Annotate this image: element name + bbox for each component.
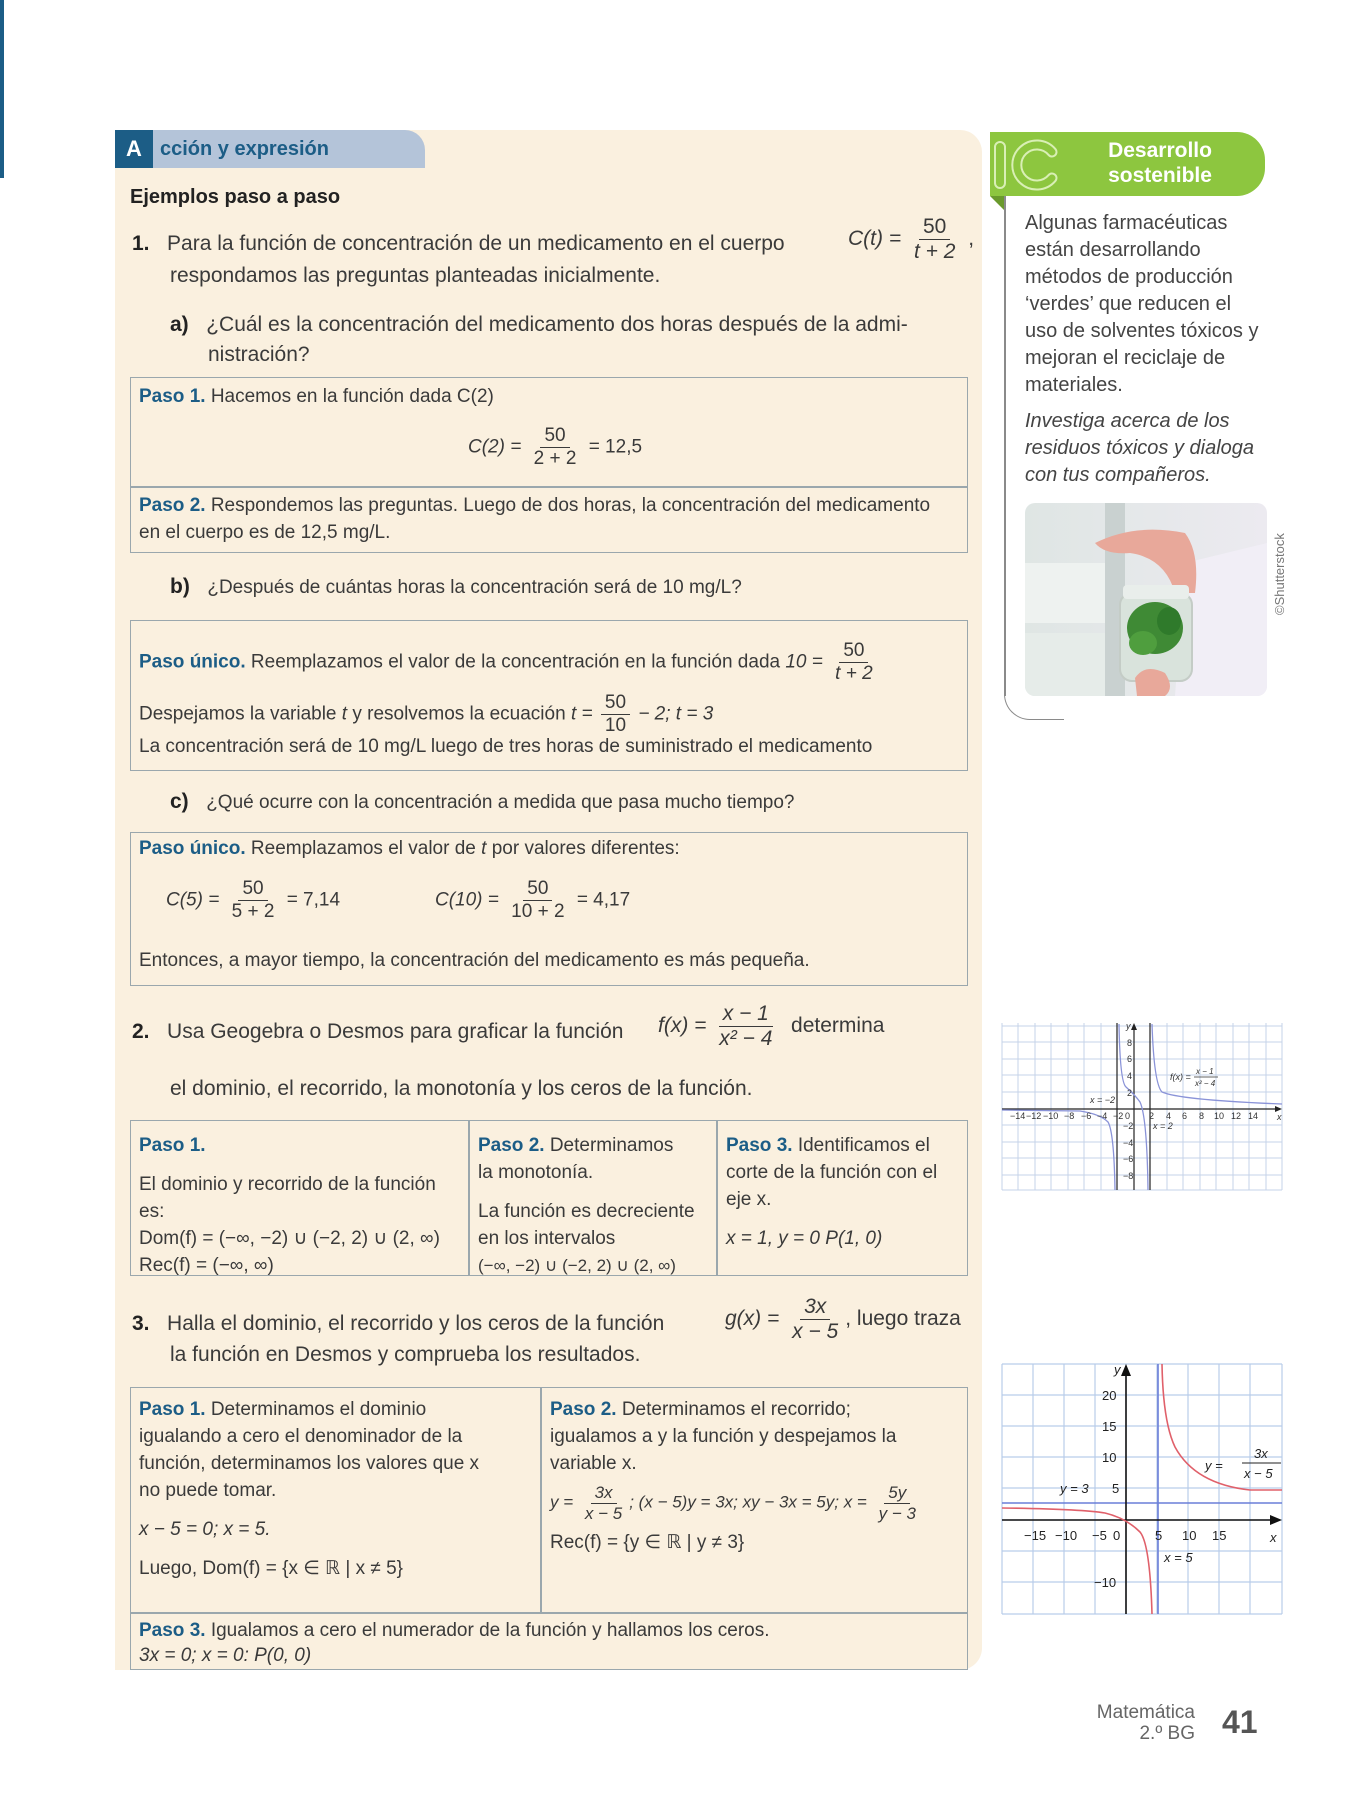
numerator: 5y <box>884 1483 910 1504</box>
step-label: Paso único. <box>139 651 246 673</box>
equation-c10 <box>435 878 630 923</box>
step-label: Paso 2. <box>139 495 206 516</box>
eq-lhs: C(5) = <box>166 889 220 911</box>
denominator: x² − 4 <box>719 1027 773 1051</box>
step-unique-b <box>139 640 880 685</box>
fraction <box>831 640 877 685</box>
page-edge-bar <box>0 0 4 178</box>
fraction <box>507 878 568 923</box>
xtick: −15 <box>1024 1528 1047 1543</box>
step-text: es: <box>139 1201 165 1222</box>
asymptote-label: x = 5 <box>1164 1550 1193 1565</box>
exercise-1-line2: respondamos las preguntas planteadas inicialmente. <box>170 264 661 287</box>
step-2-line2: en el cuerpo es de 12,5 mg/L. <box>139 522 391 543</box>
step-text: igualamos a y la función y despejamos la <box>550 1426 897 1447</box>
exercise-number: 2. <box>132 1020 150 1043</box>
question-label: c) <box>170 790 189 813</box>
range-derivation <box>550 1483 960 1523</box>
step-label: Paso 2. <box>550 1399 617 1420</box>
xtick: −2 <box>1113 1111 1124 1121</box>
grade: 2.º BG <box>1139 1723 1195 1744</box>
question-a-line2: nistración? <box>208 343 310 366</box>
fraction <box>228 878 279 923</box>
xtick: −10 <box>1055 1528 1078 1543</box>
exercise-text: Usa Geogebra o Desmos para graficar la función <box>167 1020 624 1043</box>
xtick: 4 <box>1166 1111 1172 1121</box>
ytick: 15 <box>1102 1419 1117 1434</box>
step-text: Igualamos a cero el numerador de la función y hallamos los ceros. <box>210 1620 770 1641</box>
step-label: Paso 3. <box>139 1620 206 1641</box>
ytick: 2 <box>1127 1088 1133 1098</box>
y-axis-label: y <box>1126 1022 1131 1031</box>
asymptote-label: x = −2 <box>1090 1095 1116 1105</box>
denominator: x − 5 <box>792 1320 839 1344</box>
exercise-text: determina <box>791 1014 885 1038</box>
function-label: y = <box>1205 1458 1223 1473</box>
xtick: 10 <box>1214 1111 1225 1121</box>
exercise-text: Para la función de concentración de un medicamento en el cuerpo <box>167 232 785 255</box>
step-text: por valores diferentes: <box>491 838 680 859</box>
y-axis-arrow-icon <box>1121 1364 1131 1376</box>
denominator: 10 + 2 <box>511 900 565 922</box>
asymptote-label: y = 3 <box>1060 1481 1089 1496</box>
xtick: −10 <box>1043 1111 1059 1121</box>
function-label: f(x) = <box>1170 1072 1191 1082</box>
question-label: b) <box>170 575 190 598</box>
xtick: 6 <box>1182 1111 1188 1121</box>
xtick: 2 <box>1149 1111 1155 1121</box>
step-2 <box>139 495 930 517</box>
xtick: 0 <box>1113 1528 1121 1543</box>
text: Despejamos la variable <box>139 703 337 725</box>
ic-logo-icon <box>992 136 1062 194</box>
eq-rhs: = 4,17 <box>576 889 631 911</box>
numerator: x − 1 <box>719 1002 773 1027</box>
page-number: 41 <box>1222 1704 1258 1740</box>
title-line: Desarrollo <box>1108 139 1212 162</box>
step-text: la monotonía. <box>478 1162 594 1183</box>
numerator: 50 <box>238 878 267 901</box>
xtick: −12 <box>1026 1111 1042 1121</box>
domain-result: Luego, Dom(f) = {x ∈ ℝ | x ≠ 5} <box>139 1558 403 1579</box>
step-text: igualando a cero el denominador de la <box>139 1426 463 1447</box>
photo-hand-jar-plants <box>1025 503 1267 696</box>
exercise-text: Halla el dominio, el recorrido y los ceros de la función <box>167 1312 665 1335</box>
numerator: 50 <box>523 878 552 901</box>
formula-ct <box>848 215 974 264</box>
denominator: 5 + 2 <box>231 900 275 922</box>
exercise-1-statement <box>132 232 785 256</box>
subject: Matemática <box>1096 1702 1195 1723</box>
interval-result: (−∞, −2) ∪ (−2, 2) ∪ (2, ∞) <box>478 1256 676 1275</box>
ytick: 8 <box>1127 1038 1133 1048</box>
numerator: 50 <box>919 215 950 240</box>
xtick: −8 <box>1064 1111 1075 1121</box>
footer-subject <box>1060 1702 1195 1744</box>
xtick: −14 <box>1010 1111 1026 1121</box>
formula-fx <box>658 1002 884 1051</box>
step-text: Determinamos el dominio <box>210 1399 427 1420</box>
chart-gx-graph <box>1000 1362 1285 1617</box>
exercise-number: 1. <box>132 232 150 255</box>
lab-photo <box>1025 503 1267 696</box>
xtick: 8 <box>1199 1111 1205 1121</box>
xtick: −6 <box>1081 1111 1092 1121</box>
step-text: eje x. <box>726 1189 772 1210</box>
eq-lhs: t = <box>570 703 593 725</box>
fraction <box>910 215 959 264</box>
denominator: t + 2 <box>913 240 956 264</box>
sidebar-border <box>1004 196 1006 696</box>
exercise-2-statement <box>132 1020 623 1044</box>
step-text: Respondemos las preguntas. Luego de dos horas, la concentración del medicamento <box>210 495 931 516</box>
fraction <box>601 692 630 737</box>
exercise-text: , luego traza <box>845 1307 961 1331</box>
step-text: variable x. <box>550 1453 637 1474</box>
section-tab-letter: A <box>115 130 153 168</box>
xtick: −4 <box>1097 1111 1108 1121</box>
ytick: 4 <box>1127 1071 1133 1081</box>
equation: x − 5 = 0; x = 5. <box>139 1519 271 1540</box>
table2-step1 <box>131 1124 468 1287</box>
function-label-den: x − 5 <box>1244 1466 1273 1481</box>
numerator: 50 <box>839 640 868 663</box>
x-axis-label: x <box>1270 1530 1277 1545</box>
formula-lhs: g(x) = <box>725 1307 780 1331</box>
text: y resolvemos la ecuación <box>352 703 566 725</box>
fraction <box>530 425 581 470</box>
xtick: 14 <box>1248 1111 1259 1121</box>
step-text: El dominio y recorrido de la función <box>139 1174 436 1195</box>
zero-result: 3x = 0; x = 0: P(0, 0) <box>139 1645 312 1666</box>
equation-c5 <box>166 878 340 923</box>
step-text: no puede tomar. <box>139 1480 277 1501</box>
ytick: −6 <box>1123 1154 1134 1164</box>
tick-labels <box>1024 1362 1281 1590</box>
curve-fx <box>1002 1024 1282 1190</box>
range-result: Rec(f) = (−∞, ∞) <box>139 1255 274 1276</box>
xtick: −5 <box>1092 1528 1107 1543</box>
table2-step3 <box>718 1124 968 1260</box>
formula-lhs: C(t) = <box>848 227 902 251</box>
denominator: x − 5 <box>584 1503 623 1523</box>
exercise-number: 3. <box>132 1312 150 1335</box>
section-heading: Ejemplos paso a paso <box>130 186 341 208</box>
step-text: Determinamos <box>549 1135 674 1156</box>
step-text: Determinamos el recorrido; <box>621 1399 851 1420</box>
eq-lhs: y = <box>550 1492 574 1512</box>
xtick: 12 <box>1231 1111 1242 1121</box>
ytick: −2 <box>1123 1121 1134 1131</box>
step-unique-b-line3: La concentración será de 10 mg/L luego de tres horas de suministrado el medicamento <box>139 736 873 757</box>
step-text: corte de la función con el <box>726 1162 938 1183</box>
table2-step2 <box>470 1124 716 1287</box>
domain-result: Dom(f) = (−∞, −2) ∪ (−2, 2) ∪ (2, ∞) <box>139 1228 440 1249</box>
title-line: sostenible <box>1108 164 1212 187</box>
ytick: −4 <box>1123 1138 1134 1148</box>
table3-step1 <box>131 1388 539 1590</box>
eq-rhs: = 7,14 <box>286 889 341 911</box>
exercise-2-line2: el dominio, el recorrido, la monotonía y los ceros de la función. <box>170 1077 753 1100</box>
fraction <box>875 1483 920 1523</box>
photo-credit <box>1270 520 1290 620</box>
header-fold <box>990 196 1004 210</box>
denominator: t + 2 <box>835 662 873 684</box>
question-text: ¿Después de cuántas horas la concentración será de 10 mg/L? <box>207 577 742 598</box>
numerator: 3x <box>591 1483 617 1504</box>
credit-text: ©Shutterstock <box>1272 533 1287 615</box>
chart-fx-graph <box>1000 1022 1290 1192</box>
variable: t <box>341 703 348 725</box>
eq-rhs: = 12,5 <box>588 436 643 458</box>
question-text: ¿Qué ocurre con la concentración a medida que pasa mucho tiempo? <box>206 792 795 813</box>
ytick: 10 <box>1102 1450 1117 1465</box>
denominator: y − 3 <box>878 1503 916 1523</box>
y-axis-label: y <box>1114 1362 1121 1377</box>
eq-mid: ; (x − 5)y = 3x; xy − 3x = 5y; x = <box>629 1492 867 1512</box>
table3-step3 <box>131 1614 967 1676</box>
step-unique-b-line2 <box>139 692 713 737</box>
eq-lhs: 10 = <box>785 651 823 673</box>
asymptote-label: x = 2 <box>1153 1121 1173 1131</box>
function-label-num: x − 1 <box>1196 1067 1214 1076</box>
step-text: Reemplazamos el valor de la concentración en la función dada <box>250 651 781 673</box>
fraction <box>788 1295 842 1344</box>
step-label: Paso 3. <box>726 1135 793 1156</box>
question-c <box>170 790 795 814</box>
equation-c2 <box>468 425 642 470</box>
numerator: 3x <box>800 1295 830 1320</box>
step-text: Reemplazamos el valor de <box>250 838 476 859</box>
eq-lhs: C(10) = <box>435 889 499 911</box>
question-a <box>170 313 908 337</box>
step-label: Paso 1. <box>139 386 206 407</box>
formula-gx <box>725 1295 961 1344</box>
denominator: 10 <box>604 714 627 736</box>
step-label: Paso único. <box>139 838 246 859</box>
ytick: −8 <box>1123 1171 1134 1181</box>
x-axis-label: x <box>1277 1112 1282 1122</box>
question-b <box>170 575 742 599</box>
xtick: 0 <box>1125 1111 1131 1121</box>
sidebar-paragraph: Algunas farmacéuticas están desarrollando métodos de producción ‘verdes’ que reducen el uso de solventes tóxicos y mejoran el reciclaje de materiales. <box>1025 212 1259 396</box>
section-tab-title: cción y expresión <box>160 138 329 160</box>
comma: , <box>968 227 975 251</box>
xtick: 10 <box>1182 1528 1197 1543</box>
function-label-num: 3x <box>1254 1446 1268 1461</box>
ytick: 20 <box>1102 1388 1117 1403</box>
step-label: Paso 2. <box>478 1135 545 1156</box>
ytick: −10 <box>1094 1575 1117 1590</box>
xtick: 5 <box>1155 1528 1163 1543</box>
sidebar-title <box>1060 138 1260 188</box>
fraction <box>581 1483 626 1523</box>
step-text: La función es decreciente <box>478 1201 695 1222</box>
table3-step2 <box>542 1388 968 1564</box>
function-label-den: x² − 4 <box>1195 1079 1216 1088</box>
step-label: Paso 1. <box>139 1135 206 1156</box>
eq-lhs: C(2) = <box>468 436 522 458</box>
range-result: Rec(f) = {y ∈ ℝ | y ≠ 3} <box>550 1532 745 1554</box>
conclusion: Entonces, a mayor tiempo, la concentración del medicamento es más pequeña. <box>139 950 810 971</box>
step-unique-c <box>139 838 680 860</box>
x-axis-arrow-icon <box>1270 1515 1282 1525</box>
step-text: Hacemos en la función dada C(2) <box>210 386 494 407</box>
denominator: 2 + 2 <box>533 447 577 469</box>
step-text: función, determinamos los valores que x <box>139 1453 480 1474</box>
ytick: 6 <box>1127 1054 1133 1064</box>
numerator: 50 <box>540 425 569 448</box>
eq-rhs: − 2; t = 3 <box>638 703 714 725</box>
question-label: a) <box>170 313 189 336</box>
zero-result: x = 1, y = 0 P(1, 0) <box>726 1228 883 1249</box>
curve-gx <box>1002 1364 1282 1614</box>
step-text: en los intervalos <box>478 1228 616 1249</box>
fraction <box>715 1002 776 1051</box>
exercise-3-statement <box>132 1312 664 1336</box>
xtick: 15 <box>1212 1528 1227 1543</box>
variable: t <box>481 838 487 859</box>
question-text: ¿Cuál es la concentración del medicamento dos horas después de la admi- <box>206 313 908 336</box>
step-1 <box>139 386 494 408</box>
divider <box>130 486 968 488</box>
numerator: 50 <box>601 692 630 715</box>
step-text: Identificamos el <box>797 1135 930 1156</box>
formula-lhs: f(x) = <box>658 1014 707 1038</box>
step-label: Paso 1. <box>139 1399 206 1420</box>
ytick: 5 <box>1112 1481 1120 1496</box>
exercise-3-line2: la función en Desmos y comprueba los resultados. <box>170 1343 641 1366</box>
sidebar-prompt: Investiga acerca de los residuos tóxicos y dialoga con tus compañeros. <box>1025 410 1255 486</box>
